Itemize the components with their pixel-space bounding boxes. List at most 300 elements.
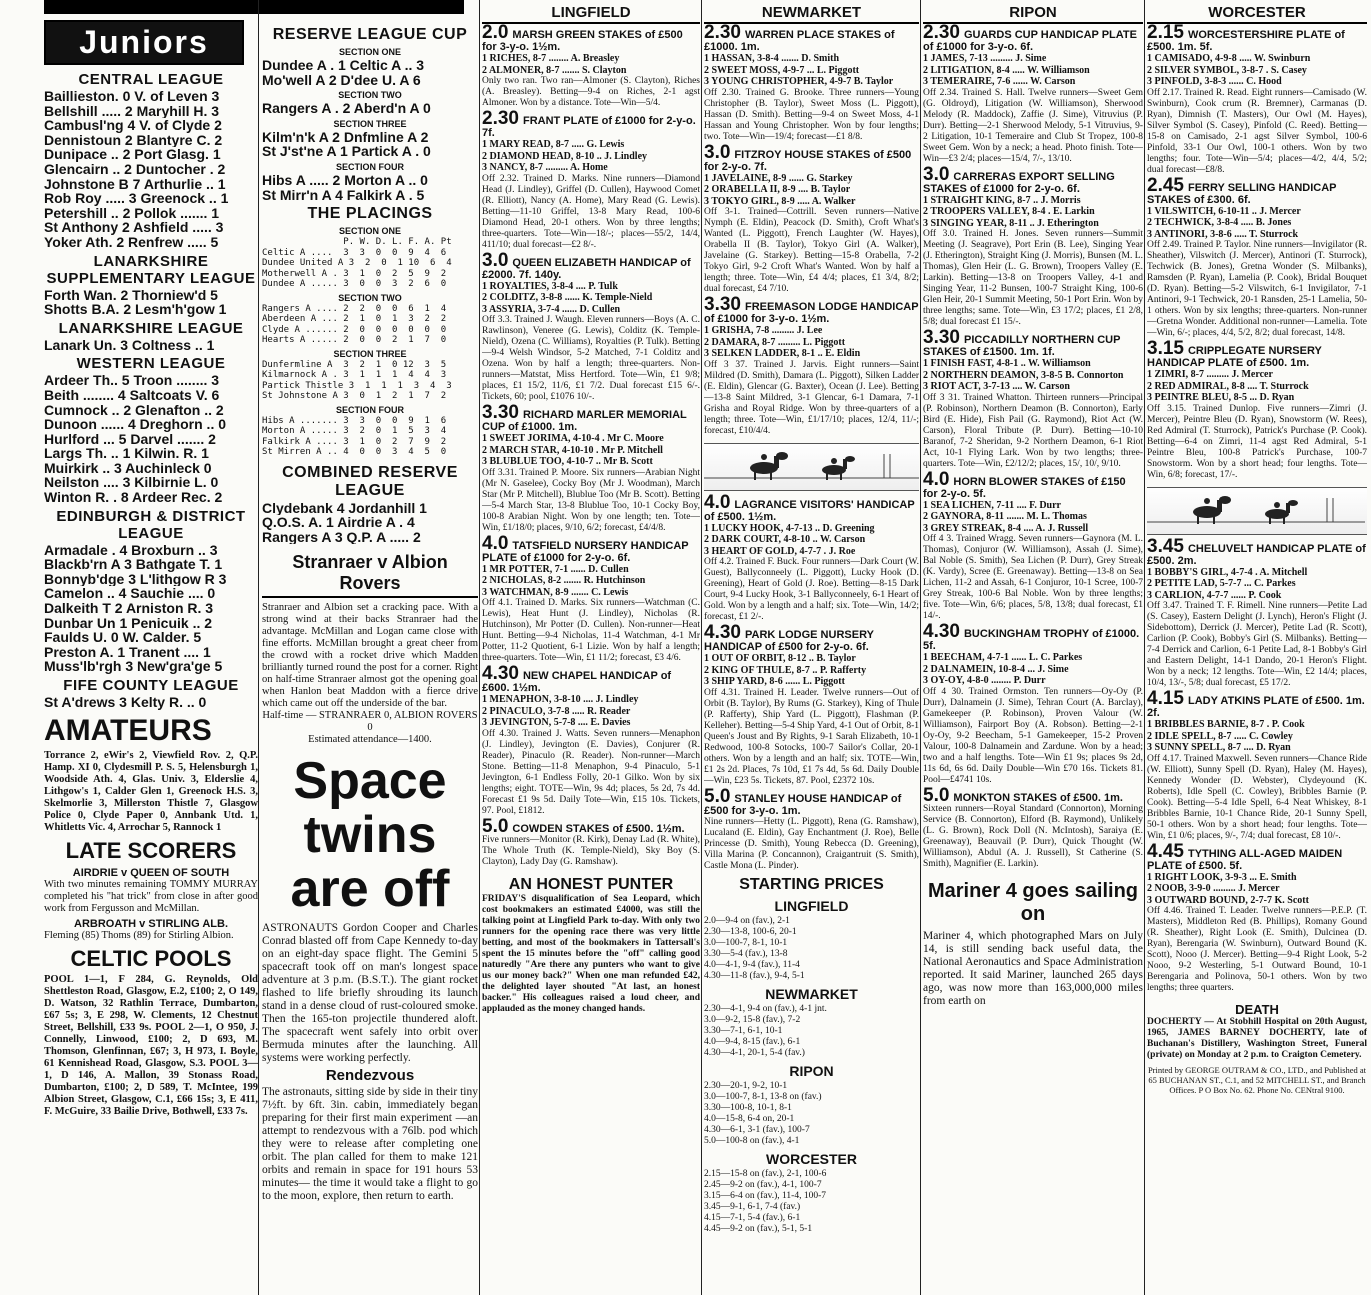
- placed-horse: 1 ZIMRI, 8-7 ......... J. Mercer: [1147, 369, 1273, 380]
- sp-line: 2.0—9-4 on (fav.), 2-1: [704, 915, 790, 926]
- result-line: Dalkeith T 2 Arniston R. 3: [44, 601, 214, 616]
- ripon-heading: RIPON: [923, 4, 1143, 24]
- late-scorers-heading: LATE SCORERS: [65, 837, 237, 863]
- placed-horse: 2 NORTHERN DEAMON, 3-8-5 B. Connorton: [923, 369, 1124, 381]
- race-entry: [1147, 338, 1367, 481]
- race-details: Only two ran. Two ran—Almoner (S. Clayton), Riches (A. Breasley). Betting—9-4 on Riches, 2-1 agst Almoner. Won by a distance. Tote—Win—5/4.: [482, 76, 700, 108]
- sp-line: 3.0—100-7, 8-1, 10-1: [704, 937, 788, 948]
- column-divider: [479, 0, 480, 1295]
- placed-horse: 1 MARY READ, 8-7 ..... G. Lewis: [482, 139, 625, 150]
- placed-horse: 2 PINACULO, 3-7-8 ..... R. Reader: [482, 705, 631, 717]
- race-entry: [1147, 688, 1367, 842]
- race-time: 4.0: [923, 468, 950, 490]
- race-title: [482, 532, 700, 564]
- placed-horse: 2 COLDITZ, 3-8-8 ...... K. Temple-Nield: [482, 292, 653, 303]
- sp-line: 2.30—13-8, 100-6, 20-1: [704, 926, 797, 937]
- celtic-pools-text: POOL 1—1, F 284, G. Reynolds, Old Shettleston Road, Glasgow, E.2, £100; 2, O 149, D. Watson, 32 Rathlin Terrace, Dumbarton, £67 5s; 3, E 298, W. Clements, 12 Chestnut Street, Bellshill, £33 9s. POOL 2—1, O 950, J. Connelly, Linwood, £100; 2, D 693, M. Thomson, Glenfinnan, £67; 3, H 973, I. Boyle, 61 Kennishead Road, Glasgow, S.3. POOL 3—1, D 146, A. Mallon, 39 Stonass Road, Dumbarton, £100; 2, D 589, T. McIntee, 199 Albion Street, Glasgow, C.1, £66 15s; 3, E 411, F. McGuire, 33 Bailie Drive, Bothwell, £33 7s.: [44, 973, 258, 1117]
- placed-horse: 3 ANTINORI, 3-8-6 ..... T. Sturrock: [1147, 228, 1299, 240]
- section-four-results: [262, 173, 478, 202]
- race-title: [923, 22, 1143, 53]
- race-entry: [923, 784, 1143, 870]
- space-twins-text: ASTRONAUTS Gordon Cooper and Charles Conrad blasted off from Cape Kennedy to-day on an eight-day space flight. The Gemini 5 spacecraft took off on man's longest space adventure at 3 p.m. (B.S.T.). The giant rocket flashed to life briefly shrouding its launch stand in a dense cloud of rust-coloured smoke. Then the 165-ton projectile thundered aloft. The spacecraft went safely into orbit over Bermuda minutes after the launching. All systems were working perfectly.: [262, 922, 478, 1065]
- race-title: [1147, 535, 1367, 567]
- section-three-results: [262, 130, 478, 159]
- sp-line: 5.0—100-8 on (fav.), 4-1: [704, 1135, 800, 1146]
- section-two-results: [262, 101, 478, 116]
- sp-line: 2.30—4-1, 9-4 on (fav.), 4-1 jnt.: [704, 1003, 827, 1014]
- western-results: [44, 373, 258, 504]
- column-newmarket: [704, 4, 919, 1291]
- result-line: Glencairn .. 2 Duntocher . 2: [44, 161, 226, 177]
- column-worcester: [1147, 4, 1367, 1291]
- celtic-pools-heading: CELTIC POOLS: [70, 945, 232, 971]
- placings-table-4: Hibs A ....... 3 3 0 0 9 1 6 Morton A ..... 3 2 0 1 5 3 4 Falkirk A .... 3 1 0 2 7 9 2 St Mirren A .. 4 0 0 3 4 5 0: [262, 415, 447, 458]
- race-time: 5.0: [482, 815, 509, 837]
- race-title: [1147, 840, 1367, 872]
- rendezvous-heading: Rendezvous: [325, 1067, 415, 1085]
- placed-horse: 3 SHIP YARD, 8-6 ...... L. Piggott: [704, 676, 845, 687]
- sp-line: 4.0—9-4, 8-15 (fav.), 6-1: [704, 1036, 801, 1047]
- race-entry: [1147, 840, 1367, 995]
- race-entry: [482, 22, 700, 109]
- placed-horse: 1 JAMES, 7-13 ......... J. Sime: [923, 53, 1047, 64]
- placed-horse: 1 MENAPHON, 3-8-10 .... J. Lindley: [482, 694, 639, 705]
- late-text-1: With two minutes remaining TOMMY MURRAY completed his "hat trick" from close in after good work from Fergusson and McMillan.: [44, 878, 258, 914]
- race-entry: [704, 141, 919, 296]
- placed-horse: 1 GRISHA, 7-8 ......... J. Lee: [704, 325, 823, 336]
- sp-line: 4.0—15-8, 6-4 on, 20-1: [704, 1113, 795, 1124]
- race-details: Off 2.49. Trained P. Taylor. Nine runners—Invigilator (R. Sheather), Vilswitch (J. Mercer), Antinori (T. Sturrock), Techwick (B. Jones), Gretna Wonder (S. Milbanks), Ramsden (P. Ryan), Lamelia (P. Cook), Bridal Bouquet (D. Ryan). Betting—5-2 Vilswitch, 6-1 Invigilator, 7-1 Antinori, 9-1 Techwick, 20-1 Ransden, 25-1 Lamelia, 50-1 others. Won by six lengths; three-quarters. Non-runner—Gretna Wonder. Additional non-runner—Lamelia. Tote—Win, 6/-; places, 4/4, 5/2, 8/2; dual forecast, 14/8.: [1147, 240, 1367, 338]
- sp-line: 4.30—6-1, 3-1 (fav.), 100-7: [704, 1124, 810, 1135]
- result-line: Blackb'rn A 3 Bathgate T. 1: [44, 557, 223, 572]
- race-details: Off 4.2. Trained F. Buck. Four runners—Dark Court (W. Guest), Ballyconneely (L. Piggott), Lucky Hook (D. Greening), Heart of Gold (J. Roe). Betting—8-15 Dark Court, 9-4 Lucky Hook, 3-1 Ballyconneely, 6-1 Heart of Gold. Won by a length and a half; six. Tote—Win, 14/2; forecast, £1 2/-.: [704, 557, 919, 622]
- race-title: [482, 108, 700, 139]
- race-time: 5.0: [704, 785, 731, 807]
- race-time: 2.45: [1147, 174, 1184, 196]
- race-time: 3.45: [1147, 535, 1184, 557]
- race-time: 4.0: [704, 491, 731, 513]
- race-entry: [923, 327, 1143, 470]
- section-three-heading: SECTION THREE: [333, 118, 407, 129]
- race-time: 4.30: [482, 663, 519, 684]
- placed-horse: 3 YOUNG CHRISTOPHER, 4-9-7 B. Taylor: [704, 76, 894, 87]
- rendezvous-text: The astronauts, sitting side by side in their tiny 7½ft. by 6ft. 3in. cabin, immediately began preparing for their first main experiment —an attempt to rendezvous with a 76lb. pod which they were to release after completing one orbit. The plan called for them to make 121 orbits and remain in space for 191 hours 53 minutes— the time it would take a flight to go to the moon, explore, then return to earth.: [262, 1086, 478, 1203]
- race-details: Off 2.32. Trained D. Marks. Nine runners—Diamond Head (J. Lindley), Griffel (D. Cullen), Haywood Comet (R. Elliott), Nancy (A. Home), Mary Read (G. Lewis). Betting—11-10 Griffel, 13-8 Mary Read, 100-6 Diamond Head, 20-1 others. Won by three lengths; three-quarters. Tote—Win—18/-; places—55/2, 14/4, 411/10; dual forecast—£2 8/-.: [482, 173, 700, 250]
- sp-line: 3.30—100-8, 10-1, 8-1: [704, 1102, 792, 1113]
- stranraer-text: Stranraer and Albion set a cracking pace. With a strong wind at their backs Stranraer had the advantage. McMillan and Logan came close with fine efforts. McMillan brought a great cheer from the crowd with a rocket drive which Madden brilliantly turned round the post for a corner. Right on half-time Stranraer almost got the opening goal when Hanlon beat Maddon with a fierce drive which came out off the underside of the bar.: [262, 602, 478, 710]
- race-title: [1147, 22, 1367, 53]
- race-entry: [923, 22, 1143, 165]
- central-league-heading: CENTRAL LEAGUE: [78, 71, 224, 88]
- sp-line: 4.30—4-1, 20-1, 5-4 (fav.): [704, 1047, 805, 1058]
- sp-line: 3.45—9-1, 6-1, 7-4 (fav.): [704, 1201, 801, 1212]
- combined-results: [262, 501, 478, 545]
- race-details: Off 4.46. Trained T. Leader. Twelve runners—P.E.P. (T. Masters), Middleton Red (B. Phillips), Romany Gound (R. Sheather), Right Look (E. Smith), Dulcinea (D. Ryan), Berengaria (W. Swinburn), Outward Bound (K. Scott), Nooo (J. Mercer). Betting—9-4 Right Look, 5-2 Nooo, 9-2 Westerling, 5-1 Outward Bound, 10-1 Berengaria and Polinova, 50-1 others. Won by two lengths; three quarters.: [1147, 906, 1367, 993]
- lanark-supp-results: [44, 288, 258, 317]
- race-name: GUARDS CUP HANDICAP PLATE of £1000 for 3-y-o. 6f.: [923, 29, 1137, 53]
- placed-horse: 1 STRAIGHT KING, 8-7 .. J. Morris: [923, 194, 1081, 206]
- race-details: Off 4.31. Trained H. Leader. Twelve runners—Out of Orbit (B. Taylor), By Rums (G. Starkey), King of Thule (P. Rafferty), Ship Yard (L. Piggott), Flashman (P. Kelleher). Betting—5-4 Ship Yard, 4-1 Out of Orbit, 8-1 Queen's Joust and By Rights, 9-1 Sarah Elizabeth, 10-1 Redwood, 100-8 Sotocks, 100-7 Sailor's Collar, 20-1 others. Won by a length and an half; six. TOTE—Win, £1 2s 2d. Places, 7s 10d, £1 7s 4d, 5s 6d. Daily Double—Win, £23 5s. Tickets, 87. Pool, £2372 10s.: [704, 687, 919, 786]
- sp-line: 2.15—15-8 on (fav.), 2-1, 100-6: [704, 1168, 827, 1179]
- column-ripon: [923, 4, 1143, 1291]
- placed-horse: 2 DARK COURT, 4-8-10 .. W. Carson: [704, 534, 866, 545]
- stranraer-halftime: Half-time — STRANRAER 0, ALBION ROVERS 0: [262, 710, 478, 734]
- result-line: Camelon .. 4 Sauchie .... 0: [44, 586, 216, 602]
- placings-s4-heading: SECTION FOUR: [335, 404, 404, 415]
- lanark-results: [44, 338, 258, 353]
- race-name: STANLEY HOUSE HANDICAP of £500 for 3-y-o. 1m.: [704, 792, 902, 817]
- result-line: Winton R. . 8 Ardeer Rec. 2: [44, 490, 223, 505]
- placed-horse: 2 IDLE SPELL, 8-7 ..... C. Cowley: [1147, 730, 1293, 742]
- result-line: Muss'lb'rgh 3 New'gra'ge 5: [44, 659, 223, 674]
- result-line: St J'st'ne A 1 Partick A . 0: [262, 144, 431, 159]
- race-name: WORCESTERSHIRE PLATE of £500. 1m. 5f.: [1147, 29, 1345, 53]
- race-name: NEW CHAPEL HANDICAP of £600. 1½m.: [482, 670, 672, 694]
- result-line: Q.O.S. A. 1 Airdrie A . 4: [262, 515, 415, 530]
- race-title: [923, 327, 1143, 358]
- race-time: 2.30: [482, 108, 519, 129]
- racing-illustration: [704, 443, 919, 491]
- sp-course-heading: WORCESTER: [766, 1150, 857, 1167]
- placed-horse: 3 TEMERAIRE, 7-6 ...... W. Carson: [923, 76, 1076, 87]
- race-entry: [1147, 22, 1367, 176]
- race-title: [482, 815, 700, 837]
- placed-horse: 3 JEVINGTON, 5-7-8 .... E. Davies: [482, 717, 631, 728]
- stranraer-heading: Stranraer v Albion Rovers: [262, 552, 478, 598]
- result-line: Bonnyb'dge 3 L'lithgow R 3: [44, 571, 227, 587]
- result-line: Largs Th. .. 1 Kilwin. R. 1: [44, 446, 209, 461]
- race-name: LADY ATKINS PLATE of £500. 1m. 2f.: [1147, 695, 1365, 719]
- race-name: FITZROY HOUSE STAKES of £500 for 2-y-o. 7f.: [704, 148, 912, 173]
- race-details: Sixteen runners—Royal Standard (Connorton), Morning Service (B. Connorton), Elford (B. Raymond), Unlikely (L. G. Brown), Rock Doll (N. McIntosh), Saraiya (E. Greenaway), Beauvail (P. Durr), Quick Thought (W. Williamson), Abdul (A. J. Russell), St Catherine (S. Smith), Magnifier (E. Larkin).: [923, 803, 1143, 869]
- race-time: 3.15: [1147, 338, 1184, 359]
- placed-horse: 1 RIGHT LOOK, 3-9-3 ... E. Smith: [1147, 871, 1297, 883]
- race-entry: [704, 22, 919, 143]
- race-time: 3.0: [704, 141, 731, 163]
- sp-course-heading: LINGFIELD: [774, 897, 849, 914]
- placed-horse: 1 SWEET JORIMA, 4-10-4 . Mr C. Moore: [482, 433, 664, 444]
- section-one-heading: SECTION ONE: [338, 47, 401, 57]
- race-title: [704, 785, 919, 817]
- placed-horse: 2 PETITE LAD, 5-7-7 ... C. Parkes: [1147, 578, 1296, 589]
- result-line: Dunoon ...... 4 Dreghorn .. 0: [44, 417, 227, 432]
- fife-heading: FIFE COUNTY LEAGUE: [63, 677, 239, 694]
- central-results: [44, 89, 258, 250]
- placed-horse: 3 OY-OY, 4-8-0 ........ P. Durr: [923, 675, 1046, 686]
- race-time: 3.30: [923, 327, 960, 348]
- race-name: MARSH GREEN STAKES of £500 for 3-y-o. 1½m.: [482, 29, 683, 53]
- race-time: 4.30: [704, 622, 741, 643]
- result-line: Dundee A . 1 Celtic A .. 3: [262, 58, 425, 73]
- race-details: Off 3.15. Trained Dunlop. Five runners—Zimri (J. Mercer), Peintre Bleu (D. Ryan), Snowstorm (W. Rees), Red Admiral (T. Sturrock), Patrick's Purchase (P. Cook). Betting—6-4 on Zimri, 11-4 agst Red Admiral, 5-1 Peintre Bleu, 100-8 Patrick's Purchase, 100-7 Snowstorm. Won by a short head; four lengths. Tote—Win, 6/8; forecast, 17/-.: [1147, 403, 1367, 480]
- sp-line: 3.15—6-4 on (fav.), 11-4, 100-7: [704, 1190, 826, 1201]
- race-name: FRANT PLATE of £1000 for 2-y-o. 7f.: [482, 115, 696, 139]
- amateurs-results: Torrance 2, eWir's 2, Viewfield Rov. 2, Q.P. Hamp. XI 0, Clydesmill P. S. 5, Helensburgh 1, Woodside Ath. 4, Glas. Univ. 3, Elderslie 4, Lithgow's 1, Calder Glen 1, Greenock H.S. 3, Skelmorlie 3, Millerston Thistle 7, Glasgow Police 0, Clyde Paper 0, Annbank Utd. 1, Whitletts Vic. 4, Arrochar 5, Rannock 1: [44, 749, 258, 833]
- sp-line: 3.30—7-1, 6-1, 10-1: [704, 1025, 783, 1036]
- placed-horse: 1 OUT OF ORBIT, 8-12 .. B. Taylor: [704, 653, 856, 664]
- result-line: Neilston .... 3 Kilbirnie L. 0: [44, 475, 219, 491]
- placings-s3-heading: SECTION THREE: [333, 348, 407, 359]
- edinburgh-results: [44, 543, 258, 674]
- race-name: PARK LODGE NURSERY HANDICAP of £500 for 2-y-o. 6f.: [704, 629, 874, 653]
- sp-line: 4.15—7-1, 5-4 (fav.), 6-1: [704, 1212, 801, 1223]
- sp-line: 2.30—20-1, 9-2, 10-1: [704, 1080, 788, 1091]
- race-title: [704, 22, 919, 53]
- race-time: 3.30: [704, 294, 741, 315]
- column-juniors: [44, 4, 258, 1291]
- placed-horse: 1 BOBBY'S GIRL, 4-7-4 . A. Mitchell: [1147, 566, 1308, 578]
- race-entry: [704, 294, 919, 437]
- result-line: Preston A. 1 Tranent .... 1: [44, 644, 211, 660]
- race-details: Off 3.31. Trained P. Moore. Six runners—Arabian Night (Mr N. Gaselee), Cocky Boy (Mr J. Woodman), March Star (Mr P. Mitchell), Blublue Too (Mr B. Scott). Betting—5-4 March Star, 13-8 Blublue Too, 10-1 Cocky Boy, 100-8 Arabian Night. Won by one length; ten. Tote—Win, £1/18/0; places, 9/10, 6/2; forecast, £4/4/8.: [482, 467, 700, 533]
- race-title: [923, 468, 1143, 500]
- starting-prices: [704, 898, 919, 1235]
- race-title: [1147, 688, 1367, 719]
- placed-horse: 2 TROOPERS VALLEY, 8-4 . E. Larkin: [923, 206, 1095, 217]
- result-line: Hibs A ..... 2 Morton A .. 0: [262, 172, 428, 188]
- race-title: [482, 249, 700, 281]
- placed-horse: 2 MARCH STAR, 4-10-10 . Mr P. Mitchell: [482, 444, 663, 456]
- fife-results: [44, 695, 258, 710]
- column-divider: [920, 0, 921, 1295]
- race-details: Off 2.17. Trained R. Read. Eight runners—Camisado (W. Swinburn), Cook crum (R. Bremner), Carmanas (D. Ryan), Dimnish (T. Masters), Our Owl (M. Hayes), Silver Symbol (S. Casey), Pinfold (C. Reed). Betting—15-8 on Camisado, 2-1 agst Silver Symbol, 100-6 Pinfold, 33-1 Our Owl, 100-1 others. Won by two lengths; four. Tote—Win—5/4; places—4/2, 4/4, 5/2; dual forecast—£8/8.: [1147, 87, 1367, 175]
- race-details: Off 4.1. Trained D. Marks. Six runners—Watchman (C. Lewis), Heat Hunt (J. Lindley), Nicholas (R. Hutchinson), Mr Potter (D. Cullen). Non-runner—Heat Hunt. Betting—9-4 Nicholas, 11-4 Watchman, 4-1 Mr Potter, 11-2 Quotient, 6-1 Lizie. Won by half a length; three-quarters. Tote—Win, £1 11/2; forecast, £3 4/6.: [482, 598, 700, 663]
- race-name: BUCKINGHAM TROPHY of £1000. 5f.: [923, 628, 1140, 652]
- race-details: Off 2.30. Trained G. Brooke. Three runners—Young Christopher (B. Taylor), Sweet Moss (L. Piggott), Hassan (D. Smith). Betting—9-4 on Sweet Moss, 4-1 Hassan and Young Christopher. Won by four lengths; two. Tote—Win—19/4; forecast—£1 8/8.: [704, 87, 919, 142]
- race-entry: [923, 163, 1143, 329]
- sp-line: 4.45—9-2 on (fav.), 5-1, 5-1: [704, 1223, 813, 1234]
- placed-horse: 2 NOOB, 3-9-0 ......... J. Mercer: [1147, 883, 1280, 894]
- sp-line: 3.0—9-2, 15-8 (fav.), 7-2: [704, 1014, 801, 1025]
- placed-horse: 1 JAVELAINE, 8-9 ...... G. Starkey: [704, 172, 853, 184]
- result-line: Cambusl'ng 4 V. of Clyde 2: [44, 118, 222, 133]
- race-time: 3.30: [482, 402, 519, 423]
- placed-horse: 1 VILSWITCH, 6-10-11 .. J. Mercer: [1147, 205, 1301, 217]
- race-name: QUEEN ELIZABETH HANDICAP of £2000. 7f. 140y.: [482, 256, 691, 281]
- race-entry: [482, 663, 700, 817]
- race-name: COWDEN STAKES of £500. 1½m.: [512, 822, 685, 835]
- race-details: Off 2.34. Trained S. Hall. Twelve runners—Sweet Gem (G. Oldroyd), Litigation (W. Williamson), Sherwood Melody (R. Maddock), Zaffie (J. Sime), Vitruvius (P. Durr). Betting—2-1 Sherwood Melody, 5-1 Vitruvius, 9-2 Litigation, 10-1 Temeraire and Club St Tropez, 100-8 Sweet Gem. Won by a neck; a head. Photo finish. Tote—Win—£3 2/4; places—15/4, 7/-, 13/10.: [923, 87, 1143, 164]
- column-divider: [258, 0, 259, 1295]
- race-time: 4.15: [1147, 688, 1184, 709]
- race-details: Nine runners—Hetty (L. Piggott), Rena (G. Ramshaw), Lucaland (E. Eldin), Gay Enchantment (J. Roe), Belle Princesse (D. Smith), Young Rebecca (D. Greening), Villa Marina (P. Concannon), Craigantruit (S. Smith), Castle Mona (L. Pinder).: [704, 816, 919, 871]
- placed-horse: 2 DALNAMEIN, 10-8-4 ... J. Sime: [923, 663, 1069, 675]
- stranraer-attendance: Estimated attendance—1400.: [308, 734, 432, 746]
- sp-line: 2.45—9-2 on (fav.), 4-1, 100-7: [704, 1179, 822, 1190]
- race-title: [1147, 338, 1367, 369]
- result-line: Mo'well A 2 D'dee U. A 6: [262, 72, 421, 88]
- placed-horse: 3 CARLION, 4-7-7 ...... P. Cook: [1147, 589, 1282, 601]
- race-details: Off 3 31. Trained Whatton. Thirteen runners—Principal (P. Robinson), Northern Deamon (B. Connorton), Early Bird (E. Hide), Fish Pail (G. Raymond), Riot Act (W. Carson), Floral Tribute (P. Durr). Betting—10-10 Baranof, 7-2 Sheridan, 9-2 Northern Deamon, 6-1 Riot Act, 10-1 Flying Lark. Won by two lengths; three-quarters. Tote—Win, £2/12/2; places, 15/, 10/, 9/10.: [923, 392, 1143, 469]
- result-line: Rob Roy ..... 3 Greenock .. 1: [44, 191, 229, 206]
- race-entry: [923, 468, 1143, 623]
- amateurs-heading: AMATEURS: [44, 713, 212, 747]
- race-entry: [704, 491, 919, 624]
- placings-table-2: Rangers A .... 2 2 0 0 6 1 4 Aberdeen A ... 2 1 0 1 3 2 2 Clyde A ...... 2 0 0 0 0 0 0 Hearts A ..... 2 0 0 2 1 7 0: [262, 303, 447, 346]
- result-line: Muirkirk .. 3 Auchinleck 0: [44, 460, 212, 476]
- race-title: [923, 784, 1143, 806]
- result-line: Rangers A 3 Q.P. A ..... 2: [262, 529, 421, 545]
- race-details: Off 4 3. Trained Wragg. Seven runners—Gaynora (M. L. Thomas), Conjuror (W. Williamson), Assah (J. Sime), Bal Noble (S. Smith), Sea Lichen (P. Durr), Grey Streak (K. Vardy), Scree (E. Greenaway). Betting—13-8 on Sea Lichen, 11-2 and Assah, 6-1 Conjuror, 10-1 Scree, 100-7 Grey Streak, 100-6 Bal Noble. Won by three lengths; five. Tote—Win, 6/6; places, 5/8, 13/8; dual forecast, £1 14/-.: [923, 534, 1143, 621]
- result-line: Dennistoun 2 Blantyre C. 2: [44, 132, 223, 148]
- race-time: 2.15: [1147, 22, 1184, 43]
- race-name: CHELUVELT HANDICAP PLATE of £500. 2m.: [1147, 542, 1366, 567]
- newmarket-races: [704, 22, 919, 872]
- race-time: 2.0: [482, 22, 509, 43]
- placed-horse: 3 NANCY, 8-7 ......... A. Home: [482, 162, 608, 173]
- sp-course-heading: RIPON: [789, 1062, 834, 1079]
- placings-heading: THE PLACINGS: [307, 205, 433, 223]
- placed-horse: 3 ASSYRIA, 3-7-4 ...... D. Cullen: [482, 303, 621, 315]
- result-line: Kilm'n'k A 2 Dnfmline A 2: [262, 129, 429, 145]
- section-four-heading: SECTION FOUR: [335, 161, 404, 172]
- sp-line: 4.30—11-8 (fav.), 9-4, 5-1: [704, 970, 805, 981]
- placed-horse: 3 PEINTRE BLEU, 8-5 ... D. Ryan: [1147, 392, 1295, 403]
- race-time: 4.30: [923, 621, 960, 642]
- race-details: Five runners—Monitor (R. Kirk), Denay Lad (R. White), The Whole Truth (K. Temple-Nield), Sky Boy (S. Clayton), Lady Day (G. Ramshaw).: [482, 834, 700, 867]
- race-title: [704, 491, 919, 523]
- sp-line: 4.0—4-1, 9-4 (fav.), 11-4: [704, 959, 800, 970]
- late-match-1: AIRDRIE v QUEEN OF SOUTH: [72, 866, 230, 879]
- race-title: [923, 163, 1143, 195]
- result-line: Faulds U. 0 W. Calder. 5: [44, 630, 202, 645]
- race-details: Off 4.30. Trained J. Watts. Seven runners—Menaphon (J. Lindley), Jevington (E. Davies), Conjurer (R. Reader), Pinaculo (R. Reader). Non-runner—March Stone. Betting—11-8 Menaphon, 9-4 Pinaculo, 5-1 Jevington, 6-1 Endless Folly, 20-1 Gilko. Won by six lengths; eight. TOTE—Win, 9s 4d; places, 5s 2d, 7s 4d. Forecast £1 9s 5d. Daily Tote—Win, £15 10s. Tickets, 97. Pool, £1812.: [482, 728, 700, 816]
- race-time: 2.30: [923, 22, 960, 43]
- column-lingfield: [482, 4, 700, 1291]
- race-title: [1147, 174, 1367, 206]
- placed-horse: 2 GAYNORA, 8-11 ....... M. L. Thomas: [923, 511, 1087, 522]
- race-details: Off 3-1. Trained—Cottrill. Seven runners—Native Nymph (E. Eldin), Peacock (D. Smith), Croft What's Wanted (L. Piggott), French Laughter (W. Hayes), Orabella II (B. Taylor), Tokyo Girl (A. Walker), Javelaine (G. Starkey). Betting—15-8 Orabella, 7-2 Tokyo Girl, 9-2 Croft What's Wanted. Won by half a length; three. Tote—Win, £4 4/4; places, £1 3/4, 8/2; dual forecast, £4 7/10.: [704, 207, 919, 294]
- placed-horse: 2 TECHWICK, 3-8-4 ..... B. Jones: [1147, 217, 1292, 228]
- result-line: Yoker Ath. 2 Renfrew ..... 5: [44, 234, 219, 250]
- placed-horse: 1 SEA LICHEN, 7-11 .... F. Durr: [923, 499, 1061, 511]
- race-time: 3.0: [482, 249, 509, 271]
- death-notice: DOCHERTY — At Stobhill Hospital on 20th August, 1965, JAMES BARNEY DOCHERTY, late of Buchanan's Distillery, Washington Street, Funeral (private) on Monday at 2 p.m. to Craigton Cemetery.: [1147, 1017, 1367, 1060]
- placed-horse: 3 PINFOLD, 3-8-3 ...... C. Hood: [1147, 76, 1282, 87]
- race-name: WARREN PLACE STAKES of £1000. 1m.: [704, 29, 895, 53]
- race-name: FERRY SELLING HANDICAP STAKES of £300. 6f.: [1147, 181, 1337, 206]
- race-time: 4.45: [1147, 840, 1184, 862]
- placed-horse: 1 LUCKY HOOK, 4-7-13 .. D. Greening: [704, 522, 875, 534]
- placed-horse: 2 ALMONER, 8-7 ....... S. Clayton: [482, 64, 627, 76]
- race-name: HORN BLOWER STAKES of £150 for 2-y-o. 5f.: [923, 475, 1126, 500]
- column-divider: [1144, 0, 1145, 1295]
- race-details: Off 3.3. Trained J. Waugh. Eleven runners—Boys (A. C. Rawlinson), Veneree (G. Lewis), Colditz (K. Temple-Nield), Ozena (C. Williams), Royalties (P. Tulk). Betting—9-4 Welsh Windsor, 5-2 Matched, 7-1 Colditz and Ozena. Won by half a length; three-quarters. Non-runners—Matstat, Miss Hertford. Tote—Win, £1 9/8; places, £1 15/2, 11/6, £1 7/2. Dual forecast £15 6/-. Tickets, 60; pool, £1076 10/-.: [482, 315, 700, 402]
- result-line: Baillieston. 0 V. of Leven 3: [44, 89, 220, 104]
- race-entry: [482, 249, 700, 404]
- placed-horse: 3 BLUBLUE TOO, 4-10-7 .. Mr B. Scott: [482, 456, 653, 467]
- late-match-2: ARBROATH v STIRLING ALB.: [74, 917, 228, 930]
- race-details: Off 3 37. Trained J. Jarvis. Eight runners—Saint Mildred (D. Smith), Damara (L. Piggott), Silken Ladder (E. Eldin), Glencar (G. Baxter), Ocean (J. Lee). Betting—13-8 Saint Mildred, 3-1 Glencar, 6-1 Damara, 7-1 Grisha and Royal Ridge. Won by three-quarters of a length; three. Tote—Win, £1/17/10; places, 12/4, 11/-; forecast, £10/4/4.: [704, 359, 919, 436]
- result-line: Forth Wan. 2 Thorniew'd 5: [44, 287, 218, 303]
- placings-s2-heading: SECTION TWO: [338, 292, 402, 303]
- section-two-heading: SECTION TWO: [338, 90, 402, 101]
- placed-horse: 3 SELKEN LADDER, 8-1 .. E. Eldin: [704, 348, 861, 359]
- race-details: Off 4.17. Trained Maxwell. Seven runners—Chance Ride (W. Elliott), Sunny Spell (D. Ryan), Haley (M. Hayes), Kennedy Wonder (D. Webster), Clydeyound (K. Roberts), Idle Spell (C. Cowley), Bribbles Barnie (P. Cook). Betting—5-4 Idle Spell, 6-4 Neat Whiskey, 8-1 Bribbles Barnie, 10-1 Chance Ride, 20-1 Sunny Spell, 50-1 others. Won by a short head; four lengths. Tote—Win, £1 0/6; places, 9/-, 7/4; dual forecast, £8 10/-.: [1147, 753, 1367, 841]
- placed-horse: 3 WATCHMAN, 8-9 ....... C. Lewis: [482, 586, 629, 598]
- placed-horse: 2 KING OF THULE, 8-7 .. P. Rafferty: [704, 664, 867, 676]
- result-line: Armadale . 4 Broxburn .. 3: [44, 542, 218, 558]
- race-name: TATSFIELD NURSERY HANDICAP PLATE of £1000 for 2-y-o. 6f.: [482, 539, 689, 564]
- placed-horse: 3 RIOT ACT, 3-7-13 .... W. Carson: [923, 381, 1070, 392]
- race-details: Off 4 30. Trained Ormston. Ten runners—Oy-Oy (P. Durr), Dalnamein (J. Sime), Tehran Court (A. Barclay), Gamekeeper (P. Robinson), Proven Valour (W. Williamson), Fairport Boy (A. Robson). Betting—2-1 Oy-Oy, 9-2 Beecham, 5-1 Gamekeeper, 15-2 Proven Valour, 100-8 Dalnamein and Zardune. Won by a head; two and a half lengths. Tote—Win £1 9s; places 9s 2d, 11s 6d, 6s 6d. Daily Double—Win £70 16s. Tickets 81. Pool—£4741 10s.: [923, 686, 1143, 785]
- placed-horse: 2 DAMARA, 8-7 ......... L. Piggott: [704, 336, 846, 348]
- race-time: 3.0: [923, 163, 950, 185]
- result-line: Bellshill ..... 2 Maryhill H. 3: [44, 103, 220, 119]
- column-divider: [701, 0, 702, 1295]
- lanarkshire-supp-heading: LANARKSHIRE SUPPLEMENTARY LEAGUE: [46, 252, 256, 287]
- race-time: 4.0: [482, 532, 509, 554]
- race-entry: [482, 402, 700, 534]
- result-line: Clydebank 4 Jordanhill 1: [262, 500, 427, 516]
- placed-horse: 3 SINGING YEAR, 8-11 .. J. Etherington: [923, 217, 1099, 229]
- race-entry: [1147, 535, 1367, 690]
- honest-punter-heading: AN HONEST PUNTER: [508, 875, 674, 893]
- race-title: [704, 294, 919, 325]
- result-line: St Anthony 2 Ashfield ..... 3: [44, 220, 224, 235]
- result-line: Rangers A . 2 Aberd'n A 0: [262, 101, 431, 116]
- race-name: CARRERAS EXPORT SELLING STAKES of £1000 for 2-y-o. 6f.: [923, 170, 1115, 195]
- late-text-2: Fleming (85) Thoms (89) for Stirling Albion.: [44, 929, 234, 941]
- placed-horse: 3 TOKYO GIRL, 8-9 ..... A. Walker: [704, 195, 856, 207]
- race-title: [704, 141, 919, 173]
- race-name: FREEMASON LODGE HANDICAP of £1000 for 3-y-o. 1½m.: [704, 301, 919, 325]
- placed-horse: 1 HASSAN, 3-8-4 ....... D. Smith: [704, 53, 840, 64]
- race-entry: [482, 532, 700, 665]
- placed-horse: 2 NICHOLAS, 8-2 ....... R. Hutchinson: [482, 575, 646, 586]
- result-line: Cumnock .. 2 Glenafton .. 2: [44, 402, 224, 418]
- placed-horse: 2 ORABELLA II, 8-9 .... B. Taylor: [704, 184, 851, 195]
- placings-table-3: Dunfermline A 3 2 1 0 12 3 5 Kilmarnock A . 3 1 1 1 4 4 3 Partick Thistle 3 1 1 1 3 4 3 St Johnstone A 3 0 1 2 1 7 2: [262, 359, 452, 402]
- race-entry: [704, 622, 919, 787]
- race-details: Off 3.0. Trained H. Jones. Seven runners—Summit Meeting (J. Seagrave), Port Erin (B. Lee), Singing Year (J. Etherington), Straight King (J. Morris), Bunsen (M. L. Thomas), Glen Heir (L. G. Brown), Troopers Valley (E. Larkin). Betting—13-8 on Troopers Valley, 4-1 and Singing Year, 11-2 Bunsen, 100-7 Straight King, 100-6 Glen Heir, 20-1 Summit Meeting, 50-1 Port Erin. Won by three lengths; same. Tote—Win, £3 17/2; places, £1 2/8, 5/8; dual forecast £1 15/-.: [923, 229, 1143, 327]
- placed-horse: 3 GREY STREAK, 8-4 .... A. J. Russell: [923, 522, 1089, 534]
- result-line: Hurlford ... 5 Darvel ....... 2: [44, 431, 216, 447]
- sp-line: 3.0—100-7, 8-1, 13-8 on (fav.): [704, 1091, 822, 1102]
- worcester-heading: WORCESTER: [1147, 4, 1367, 24]
- placed-horse: 3 SUNNY SPELL, 8-7 .... D. Ryan: [1147, 742, 1291, 753]
- race-title: [482, 663, 700, 694]
- racing-illustration: [1147, 487, 1367, 535]
- printer-imprint: Printed by GEORGE OUTRAM & CO., LTD., and Published at 65 BUCHANAN ST., C.1, and 52 MITCHELL ST., and Branch Offices. P O Box No. 62. Phone No. CENtral 9100.: [1147, 1065, 1367, 1095]
- western-heading: WESTERN LEAGUE: [76, 355, 226, 373]
- race-name: CRIPPLEGATE NURSERY HANDICAP PLATE of £500. 1m.: [1147, 345, 1322, 369]
- honest-punter-text: FRIDAY'S disqualification of Sea Leopard, which cost bookmakers an estimated £4000, was still the talking point at Lingfield Park to-day. With only two runners for the opening race there was very little betting, and most of the bookmakers in Tattersall's spent the 15 minutes before the "off" calling good naturedly "Are there any punters who want to give us our money back?" When one man refunded £42, the delighted layer shouted "At last, an honest backer." His colleagues raised a loud cheer, and applauded as the money changed hands.: [482, 893, 700, 1014]
- lanarkshire-heading: LANARKSHIRE LEAGUE: [58, 319, 244, 337]
- placed-horse: 1 BRIBBLES BARNIE, 8-7 . P. Cook: [1147, 719, 1305, 730]
- mariner-text: Mariner 4, which photographed Mars on July 14, is still sending back useful data, the National Aeronautics and Space Administration reported. It said Mariner, launched 265 days ago, was now more than 163,000,000 miles from earth on: [923, 929, 1143, 1007]
- lingfield-heading: LINGFIELD: [482, 4, 700, 24]
- race-name: MONKTON STAKES of £500. 1m.: [953, 791, 1123, 804]
- placed-horse: 2 RED ADMIRAL, 8-8 .... T. Sturrock: [1147, 380, 1309, 392]
- placings-s1-heading: SECTION ONE: [338, 226, 401, 237]
- race-title: [482, 22, 700, 53]
- race-title: [704, 622, 919, 653]
- ripon-races: [923, 22, 1143, 870]
- placed-horse: 2 SILVER SYMBOL, 3-8-7 . S. Casey: [1147, 64, 1307, 76]
- placed-horse: 1 BEECHAM, 4-7-1 ...... L. C. Parkes: [923, 652, 1083, 663]
- race-title: [923, 621, 1143, 652]
- race-time: 2.30: [704, 22, 741, 43]
- race-details: Off 3.47. Trained T. F. Rimell. Nine runners—Petite Lad (S. Casey), Eastern Delight (J. Lynch), Heron's Flight (J. Sidebottom), Derrick (J. Mercer), Petite Lad (R. Scott), Carlion (P. Cook), Bobby's Girl (S. Milbanks). Betting—7-4 Derrick and Carlion, 6-1 Petite Lad, 8-1 Bobby's Girl and Eastern Delight, 14-1 Dando, 20-1 Heron's Flight. Won by a neck; 12 lengths. Tote—Win, £2 14/4; places, 10/4, 13/-, 5/8; dual forecast, £5 17/2.: [1147, 601, 1367, 688]
- placed-horse: 1 ROYALTIES, 3-8-4 .... P. Tulk: [482, 280, 618, 292]
- lingfield-races: [482, 22, 700, 868]
- placed-horse: 1 FINISH FAST, 4-8-1 .. W. Williamson: [923, 358, 1091, 369]
- reserve-cup-heading: RESERVE LEAGUE CUP: [272, 26, 468, 43]
- result-line: Petershill .. 2 Pollok ....... 1: [44, 205, 220, 221]
- placed-horse: 3 OUTWARD BOUND, 2-7-7 K. Scott: [1147, 894, 1309, 906]
- placed-horse: 1 MR POTTER, 7-1 ...... D. Cullen: [482, 563, 629, 575]
